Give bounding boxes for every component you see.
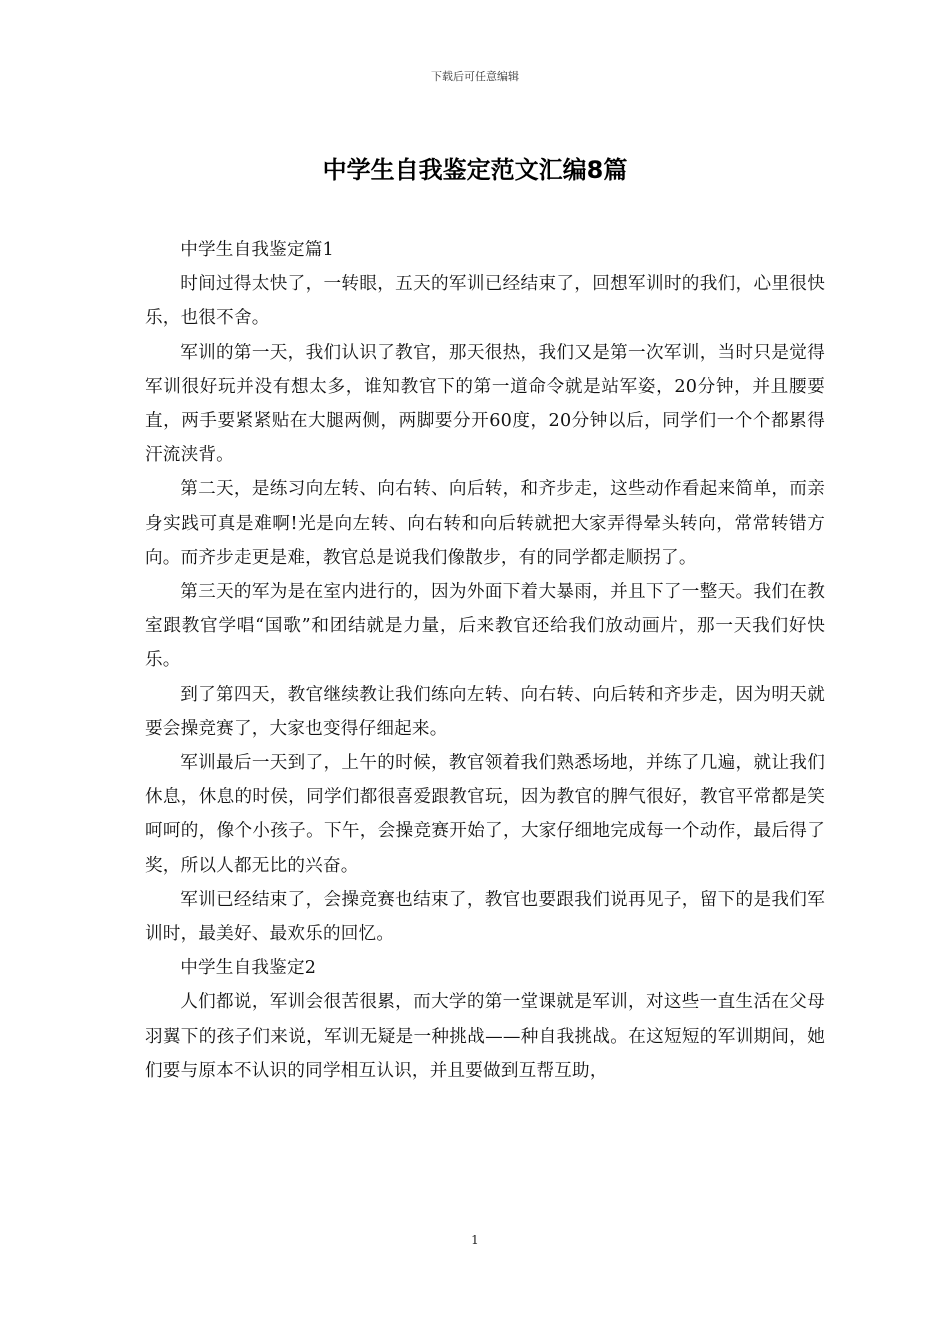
document-title: 中学生自我鉴定范文汇编8篇 [322,156,628,184]
body-paragraph: 第二天，是练习向左转、向右转、向后转，和齐步走，这些动作看起来简单，而亲身实践可真是难啊!光是向左转、向右转和向后转就把大家弄得晕头转向，常常转错方向。而齐步走更是难，教官总是说我们像散步，有的同学都走顺拐了。 [145,479,825,568]
body-paragraph: 第三天的军为是在室内进行的，因为外面下着大暴雨，并且下了一整天。我们在教室跟教官学唱“国歌”和团结就是力量，后来教官还给我们放动画片，那一天我们好快乐。 [145,582,825,671]
section-heading-2: 中学生自我鉴定2 [180,958,317,979]
body-paragraph: 军训已经结束了，会操竞赛也结束了，教官也要跟我们说再见子，留下的是我们军训时，最美好、最欢乐的回忆。 [145,889,825,945]
body-paragraph: 军训最后一天到了，上午的时候，教官领着我们熟悉场地，并练了几遍，就让我们休息，休息的时侯，同学们都很喜爱跟教官玩，因为教官的脾气很好，教官平常都是笑呵呵的，像个小孩子。下午，会操竞赛开始了，大家仔细地完成每一个动作，最后得了奖，所以人都无比的兴奋。 [145,753,825,876]
body-paragraph: 到了第四天，教官继续教让我们练向左转、向右转、向后转和齐步走，因为明天就要会操竞赛了，大家也变得仔细起来。 [145,684,825,739]
header-note: 下载后可任意编辑 [431,70,519,83]
body-paragraph: 时间过得太快了，一转眼，五天的军训已经结束了，回想军训时的我们，心里很快乐，也很不舍。 [145,274,825,329]
document-body [145,233,825,1088]
body-paragraph: 人们都说，军训会很苦很累，而大学的第一堂课就是军训，对这些一直生活在父母羽翼下的孩子们来说，军训无疑是一种挑战——种自我挑战。在这短短的军训期间，她们要与原本不认识的同学相互认识，并且要做到互帮互助， [145,992,825,1081]
section-heading-1: 中学生自我鉴定篇1 [180,240,334,260]
page-number: 1 [471,1233,479,1247]
body-paragraph: 军训的第一天，我们认识了教官，那天很热，我们又是第一次军训，当时只是觉得军训很好玩并没有想太多，谁知教官下的第一道命令就是站军姿，20分钟，并且腰要直，两手要紧紧贴在大腿两侧，两脚要分开60度，20分钟以后，同学们一个个都累得汗流浃背。 [145,342,825,466]
